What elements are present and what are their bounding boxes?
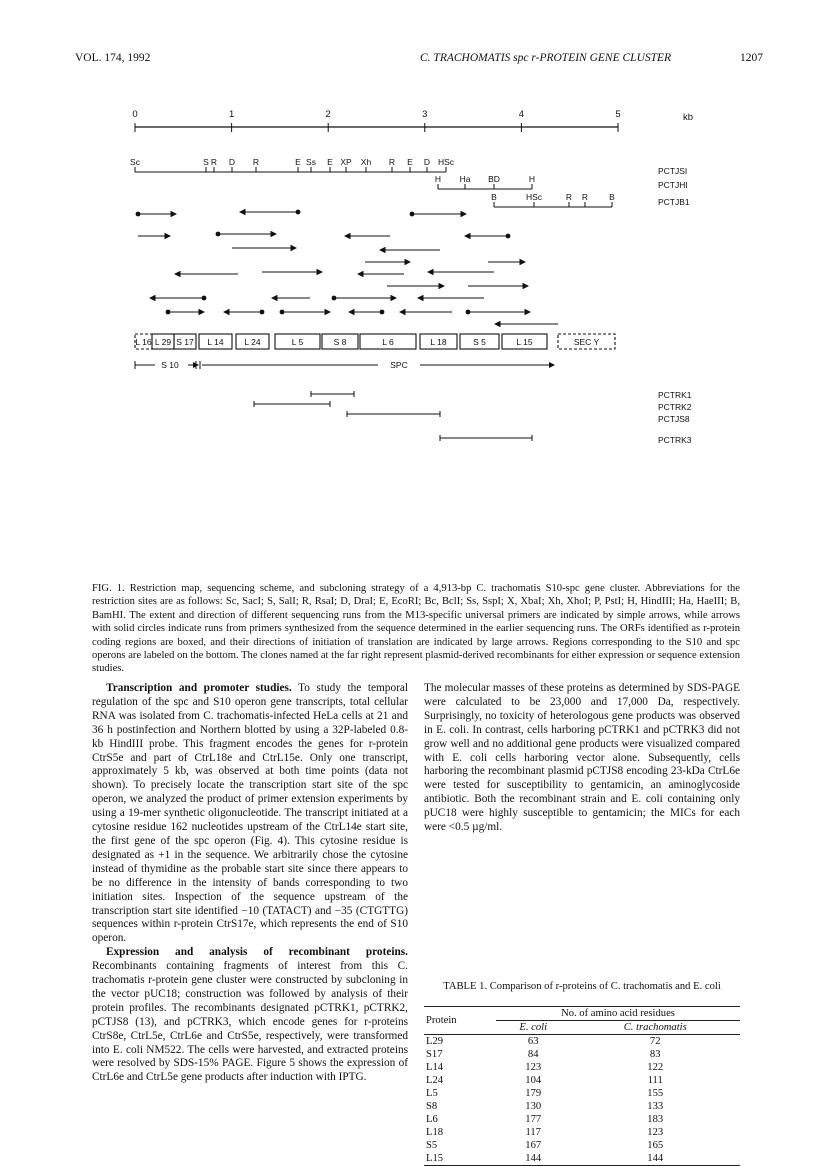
site-label: D: [423, 157, 431, 167]
primer-dot: [332, 296, 337, 301]
primer-dot: [166, 310, 171, 315]
site-label: Ss: [306, 157, 316, 167]
gene-label: S 8: [333, 337, 347, 347]
gene-label: L 18: [430, 337, 447, 347]
protein-cell: S5: [426, 1140, 438, 1151]
residue-cell: 183: [647, 1114, 664, 1125]
protein-cell: S17: [426, 1049, 443, 1060]
paragraph-transcription: To study the temporal regulation of the spc and S10 operon gene transcripts, total cellular RNA was isolated from C. trachomatis-infected HeLa cells at 21 and 36 h postinfection and Northern blotted by using a 32P-labeled 0.8-kb HindIII probe. This fragment encodes the genes for r-protein CtrS5e and part of CtrL18e and CtrL15e. Only one transcript, approximately 5 kb, was observed at both time points (data not shown). To precisely locate the transcription start site of the spc operon, we analyzed the product of primer extension experiments by using a 19-mer synthetic oligonucleotide. The transcript initiated at a cytosine residue 162 nucleotides upstream of the CtrL14e start site, the first gene of the spc operon (Fig. 4). This cytosine residue is designated as +1 in the sequence. We arbitrarily chose the cytosine instead of thymidine as the probable start site since there appears to be no difference in the intensity of bands corresponding to two initiation sites. Inspection of the sequence upstream of the transcription start site identified −10 (TATACT) and −35 (CTGTTG) sequences within r-protein CtrS17e, which represents the end of S10 operon.: [92, 682, 409, 945]
site-label: HSc: [437, 157, 455, 167]
table-row: [424, 1100, 740, 1113]
primer-dot: [202, 296, 207, 301]
scale-tick-label: 0: [132, 109, 138, 120]
clone-label: PCTJSI: [658, 166, 688, 176]
gene-boxes: [135, 334, 615, 349]
figure-1-restriction-map: [0, 0, 816, 580]
residue-cell: 123: [647, 1127, 664, 1138]
site-label: S: [203, 157, 209, 167]
residue-cell: 104: [525, 1075, 542, 1086]
table-row: [424, 1035, 740, 1049]
col-ecoli-header: E. coli: [519, 1022, 548, 1033]
table-row: [424, 1061, 740, 1074]
scale-tick-label: 3: [422, 109, 428, 120]
gene-label: SEC Y: [573, 337, 600, 347]
site-label: BD: [488, 174, 500, 184]
subclone-label: PCTRK1: [658, 390, 692, 400]
residue-cell: 179: [525, 1088, 542, 1099]
scale-tick-label: 5: [615, 109, 621, 120]
gene-label: L 14: [207, 337, 224, 347]
spc-label: SPC: [390, 360, 408, 370]
primer-dot: [506, 234, 511, 239]
scale-tick-label: 1: [228, 109, 235, 120]
residue-cell: 165: [647, 1140, 664, 1151]
gene-label: L 16: [135, 337, 152, 347]
site-label: E: [327, 157, 333, 167]
protein-cell: L18: [426, 1127, 444, 1138]
site-label: E: [295, 157, 301, 167]
protein-cell: L6: [426, 1114, 438, 1125]
residue-cell: 133: [647, 1101, 664, 1112]
primer-dot: [136, 212, 141, 217]
scale-tick-label: 2: [325, 109, 331, 120]
residue-cell: 177: [525, 1114, 542, 1125]
sequencing-runs: [136, 210, 558, 324]
protein-cell: L24: [426, 1075, 444, 1086]
operon-labels: [135, 360, 554, 370]
residue-cell: 117: [525, 1127, 541, 1138]
table-row: [424, 1113, 740, 1126]
table-1: [424, 1006, 740, 1166]
site-label: D: [228, 157, 236, 167]
site-label: Xh: [360, 157, 372, 167]
running-head-title: C. TRACHOMATIS spc r-PROTEIN GENE CLUSTER: [420, 52, 672, 64]
right-column: [424, 682, 740, 835]
gene-label: S 5: [473, 337, 486, 347]
residue-cell: 167: [525, 1140, 542, 1151]
primer-dot: [466, 310, 471, 315]
residue-cell: 123: [525, 1062, 542, 1073]
paragraph-expression: Recombinants containing fragments of interest from this C. trachomatis r-protein gene cluster were constructed by subcloning in the vector pUC18; construction was followed by analysis of their protein profiles. The recombinants designated pCTRK1, pCTRK2, pCTJS8 (13), and pCTRK3, which encode genes for r-proteins CtrS8e, CtrL5e, CtrL6e and CtrS5e, respectively, were transformed into E. coli NM522. The cells were harvested, and extracted proteins were resolved by SDS-15% PAGE. Figure 5 shows the expression of CtrL6e and CtrL5e gene products after induction with IPTG.: [92, 960, 408, 1084]
residue-cell: 111: [647, 1075, 663, 1086]
table-row: [424, 1087, 740, 1100]
site-label: R: [581, 192, 589, 202]
residue-cell: 144: [647, 1153, 664, 1164]
table-row: [424, 1126, 740, 1139]
section-heading-transcription: Transcription and promoter studies.: [106, 682, 292, 694]
residue-cell: 130: [525, 1101, 542, 1112]
site-label: Sc: [130, 157, 140, 167]
paragraph-molecular-masses: The molecular masses of these proteins as determined by SDS-PAGE were calculated to be 23,000 and 17,000 Da, respectively. Surprisingly, no toxicity of heterologous gene products was observed in E. coli. In contrast, cells harboring pCTRK1 and pCTRK3 did not grow well and no additional gene products were visualized compared with E. coli cells harboring vector alone. Subsequently, cells harboring the recombinant plasmid pCTJS8 encoding 23-kDa CtrL6e were tested for susceptibility to gentamicin, an aminoglycoside antibiotic. Both the recombinant strain and E. coli containing only pUC18 were highly susceptible to gentamicin; the MICs for each were <0.5 µg/ml.: [424, 682, 740, 834]
gene-label: S 17: [176, 337, 194, 347]
site-label: R: [565, 192, 573, 202]
site-label: H: [528, 174, 536, 184]
section-heading-expression: Expression and analysis of recombinant proteins.: [106, 946, 408, 959]
primer-dot: [260, 310, 265, 315]
scale-tick-label: 4: [518, 109, 525, 120]
subclone-bars: [254, 390, 692, 445]
site-label: HSc: [525, 192, 543, 202]
residue-cell: 72: [649, 1036, 661, 1047]
site-label: E: [407, 157, 413, 167]
col-protein-header: Protein: [426, 1015, 457, 1026]
col-ctr-header: C. trachomatis: [623, 1022, 687, 1033]
clone-label: PCTJHI: [658, 180, 688, 190]
site-label: B: [491, 192, 497, 202]
primer-dot: [380, 310, 385, 315]
scale-unit-label: kb: [682, 112, 694, 123]
site-label: B: [609, 192, 615, 202]
s10-label: S 10: [161, 360, 179, 370]
site-label: R: [210, 157, 218, 167]
residue-cell: 84: [527, 1049, 539, 1060]
left-column: [92, 682, 408, 1085]
figure-caption: FIG. 1. Restriction map, sequencing scheme, and subcloning strategy of a 4,913-bp C. trachomatis S10-spc gene cluster. Abbreviations for the restriction sites are as follows: Sc, SacI; S, SalI; R, RsaI; D, DraI; E, EcoRI; Bc, BclI; Ss, SspI; X, XbaI; Xh, XhoI; P, PstI; H, HindIII; Ha, HaeIII; B, BamHI. The extent and direction of different sequencing runs from the M13-specific universal primers are indicated by simple arrows, while arrows with solid circles indicate runs from primers synthesized from the sequence determined in the earlier sequencing runs. The ORFs identified as r-protein coding regions are boxed, and their directions of initiation of translation are indicated by large arrows. Regions corresponding to the S10 and spc operons are labeled on the bottom. The clones named at the far right represent plasmid-derived recombinants for either expression or sequence extension studies.: [92, 583, 740, 675]
site-label: R: [252, 157, 260, 167]
gene-label: L 5: [291, 337, 304, 347]
site-label: R: [388, 157, 396, 167]
residue-cell: 83: [649, 1049, 661, 1060]
table-row: [424, 1152, 740, 1166]
site-label: XP: [340, 157, 352, 167]
restriction-sites: [130, 157, 690, 207]
protein-cell: L5: [426, 1088, 438, 1099]
primer-dot: [296, 210, 301, 215]
running-head-volume: VOL. 174, 1992: [75, 52, 151, 64]
residue-cell: 155: [647, 1088, 664, 1099]
gene-label: L 15: [516, 337, 533, 347]
table-row: [424, 1139, 740, 1152]
subclone-label: PCTRK3: [658, 435, 692, 445]
site-label: H: [434, 174, 442, 184]
kb-scale: [132, 109, 693, 132]
protein-cell: L15: [426, 1153, 444, 1164]
primer-dot: [216, 232, 221, 237]
subclone-label: PCTJS8: [658, 414, 690, 424]
table-title: TABLE 1. Comparison of r-proteins of C. trachomatis and E. coli: [443, 981, 721, 992]
gene-label: L 6: [382, 337, 394, 347]
protein-cell: S8: [426, 1101, 438, 1112]
site-label: Ha: [459, 174, 471, 184]
table-row: [424, 1074, 740, 1087]
gene-label: L 29: [154, 337, 172, 347]
residue-cell: 63: [527, 1036, 539, 1047]
residue-cell: 122: [647, 1062, 664, 1073]
table-row: [424, 1048, 740, 1061]
primer-dot: [410, 212, 415, 217]
clone-label: PCTJB1: [658, 197, 690, 207]
residue-cell: 144: [525, 1153, 542, 1164]
page-number: 1207: [740, 52, 763, 64]
gene-label: L 24: [244, 337, 261, 347]
primer-dot: [280, 310, 285, 315]
protein-cell: L29: [426, 1036, 444, 1047]
protein-cell: L14: [426, 1062, 444, 1073]
subclone-label: PCTRK2: [658, 402, 692, 412]
group-header: No. of amino acid residues: [496, 1007, 740, 1021]
